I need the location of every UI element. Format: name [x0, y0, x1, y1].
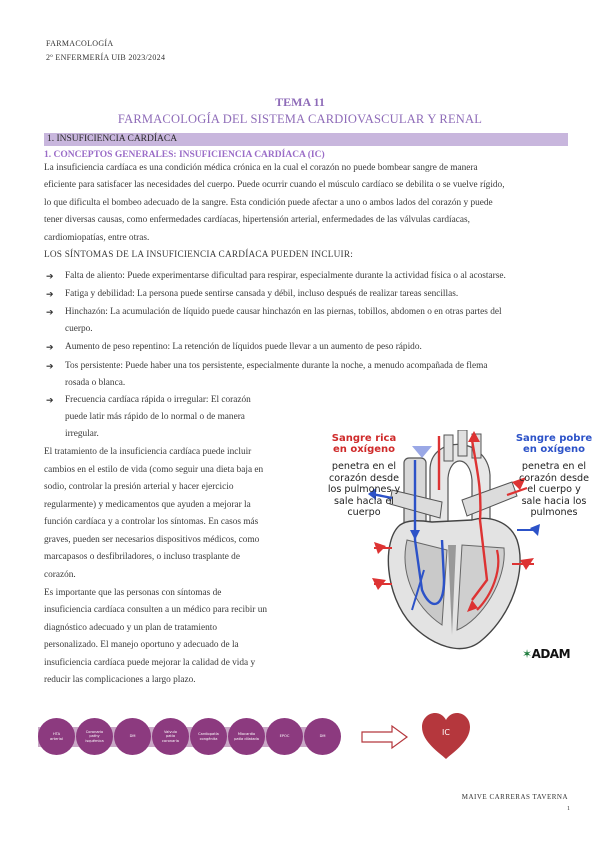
oxygen-rich-title-2: en oxígeno — [332, 444, 396, 455]
intro-line: La insuficiencia cardíaca es una condición médica crónica en la cual el corazón no puede bombear sangre de manera — [44, 163, 478, 173]
cause-label: EPOC — [279, 734, 290, 739]
intro-line: cardiomiopatías, entre otras. — [44, 233, 150, 243]
bullet-text: Fatiga y debilidad: La persona puede sentirse cansada y débil, incluso después de realizar tareas sencillas. — [65, 289, 459, 299]
treatment-line: marcapasos o desfibriladores, o incluso trasplante de — [44, 552, 240, 562]
treatment-line: graves, pueden ser necesarios dispositivos médicos, como — [44, 535, 260, 545]
heart-ic-label: IC — [442, 728, 450, 737]
bullet-text: cuerpo. — [65, 324, 93, 334]
cause-label: HTA — [52, 732, 61, 737]
treatment-line: sodio, controlar la presión arterial y hacer ejercicio — [44, 482, 234, 492]
cause-sub: patía dilatada — [234, 736, 259, 741]
bullet-text: irregular. — [65, 429, 99, 439]
treatment-line: corazón. — [44, 570, 76, 580]
author-name: MAIVE CARRERAS TAVERNA — [461, 793, 568, 801]
oxygen-poor-line: penetra en el — [521, 461, 587, 472]
cause-label: Valvulo — [164, 730, 177, 735]
treatment-line: regularmente) y medicamentos que ayuden a mejorar la — [44, 500, 251, 510]
treatment-line: insuficiencia cardíaca puede mejorar la calidad de vida y — [44, 658, 256, 668]
oxygen-poor-line: sale hacia los — [521, 495, 587, 507]
flow-arrow-icon — [360, 724, 410, 750]
treatment-line: función cardíaca y a controlar los síntomas. En casos más — [44, 517, 259, 527]
cause-sub: patía coronaria — [162, 734, 179, 743]
oxygen-poor-line: el cuerpo y — [527, 484, 581, 495]
cause-label: Coronario — [85, 730, 104, 735]
treatment-line: diagnóstico adecuado y un plan de tratamiento — [44, 623, 217, 633]
topic-number: TEMA 11 — [275, 95, 325, 109]
intro-line: tener diversas causas, como enfermedades cardíacas, hipertensión arterial, enfermedades de las válvulas cardíacas, — [44, 215, 470, 225]
intro-line: lo que dificulta el bombeo adecuado de la sangre. Esta condición puede afectar a uno o ambos lados del corazón y puede — [44, 198, 493, 208]
oxygen-poor-line: pulmones — [530, 507, 578, 518]
cause-sub: congénita — [199, 736, 218, 741]
bullet-text: Hinchazón: La acumulación de líquido puede causar hinchazón en las piernas, tobillos, abdomen o en otras partes del — [65, 307, 502, 317]
adam-credit-text: ADAM — [531, 647, 571, 661]
cause-label: DM — [129, 734, 136, 739]
adam-credit — [522, 647, 570, 661]
oxygen-rich-line: penetra en el — [331, 461, 397, 472]
oxygen-rich-line: cuerpo — [347, 507, 381, 518]
cause-circle — [266, 718, 303, 755]
heart-ic-icon — [420, 712, 472, 762]
arrow-icon: ➔ — [46, 271, 54, 281]
adam-leaf-icon: ✶ — [522, 647, 532, 661]
oxygen-poor-line: corazón desde — [519, 472, 589, 484]
treatment-line: El tratamiento de la insuficiencia cardíaca puede incluir — [44, 447, 252, 457]
page-number: 1 — [567, 806, 570, 812]
course-year: 2º ENFERMERÍA UIB 2023/2024 — [46, 53, 166, 62]
oxygen-poor-title-1: Sangre pobre — [515, 433, 593, 444]
cause-circle — [152, 718, 189, 755]
arrow-icon: ➔ — [46, 289, 54, 299]
oxygen-rich-title-1: Sangre rica — [331, 433, 397, 444]
cause-circle — [190, 718, 227, 755]
bullet-text: rosada o blanca. — [65, 378, 126, 388]
arrow-icon: ➔ — [46, 361, 54, 371]
oxygen-rich-line: corazón desde — [329, 472, 399, 484]
oxygen-poor-label — [505, 433, 600, 519]
bullet-text: Falta de aliento: Puede experimentarse dificultad para respirar, especialmente durante la actividad física o al acostarse. — [65, 271, 506, 281]
cause-sub: arterial — [50, 736, 63, 741]
oxygen-rich-label — [318, 433, 410, 519]
treatment-line: Es importante que las personas con síntomas de — [44, 588, 222, 598]
intro-line: eficiente para satisfacer las necesidades del cuerpo. Puede ocurrir cuando el músculo cardíaco se debilita o se vuelve rígido, — [44, 180, 505, 190]
arrow-icon: ➔ — [46, 342, 54, 352]
cause-circle — [38, 718, 75, 755]
subsection-heading: 1. CONCEPTOS GENERALES: INSUFICIENCIA CARDÍACA (IC) — [44, 150, 325, 160]
oxygen-rich-body — [318, 461, 410, 519]
treatment-line: cambios en el estilo de vida (como seguir una dieta baja en — [44, 465, 264, 475]
topic-title: FARMACOLOGÍA DEL SISTEMA CARDIOVASCULAR Y RENAL — [117, 112, 483, 126]
oxygen-poor-title-2: en oxígeno — [522, 444, 586, 455]
bullet-text: puede latir más rápido de lo normal o de manera — [65, 412, 245, 422]
symptoms-heading: LOS SÍNTOMAS DE LA INSUFICIENCIA CARDÍACA PUEDEN INCLUIR: — [44, 250, 354, 260]
oxygen-rich-line: sale hacia el — [334, 495, 394, 507]
cause-label: Miocardio — [237, 732, 256, 737]
bullet-text: Frecuencia cardíaca rápida o irregular: El corazón — [65, 395, 251, 405]
arrow-icon: ➔ — [46, 395, 54, 405]
arrow-icon: ➔ — [46, 307, 54, 317]
treatment-line: personalizado. El manejo oportuno y adecuado de la — [44, 640, 239, 650]
section-heading: 1. INSUFICIENCIA CARDÍACA — [47, 134, 178, 144]
course-name: FARMACOLOGÍA — [46, 39, 114, 48]
cause-label: Cardiopatía — [198, 732, 219, 737]
cause-circle — [76, 718, 113, 755]
cause-label: DM — [319, 734, 326, 739]
bullet-text: Aumento de peso repentino: La retención de líquidos puede llevar a un aumento de peso rápido. — [65, 342, 422, 352]
treatment-line: reducir las complicaciones a largo plazo. — [44, 675, 196, 685]
cause-circle — [304, 718, 341, 755]
cause-sub: pathy isquémica — [85, 734, 104, 743]
oxygen-poor-body — [505, 461, 600, 519]
cause-circle — [228, 718, 265, 755]
bullet-text: Tos persistente: Puede haber una tos persistente, especialmente durante la noche, a menudo acompañada de flema — [65, 361, 488, 371]
cause-circle — [114, 718, 151, 755]
oxygen-rich-line: los pulmones y — [327, 484, 401, 495]
treatment-line: insuficiencia cardíaca consulten a un médico para recibir un — [44, 605, 268, 615]
